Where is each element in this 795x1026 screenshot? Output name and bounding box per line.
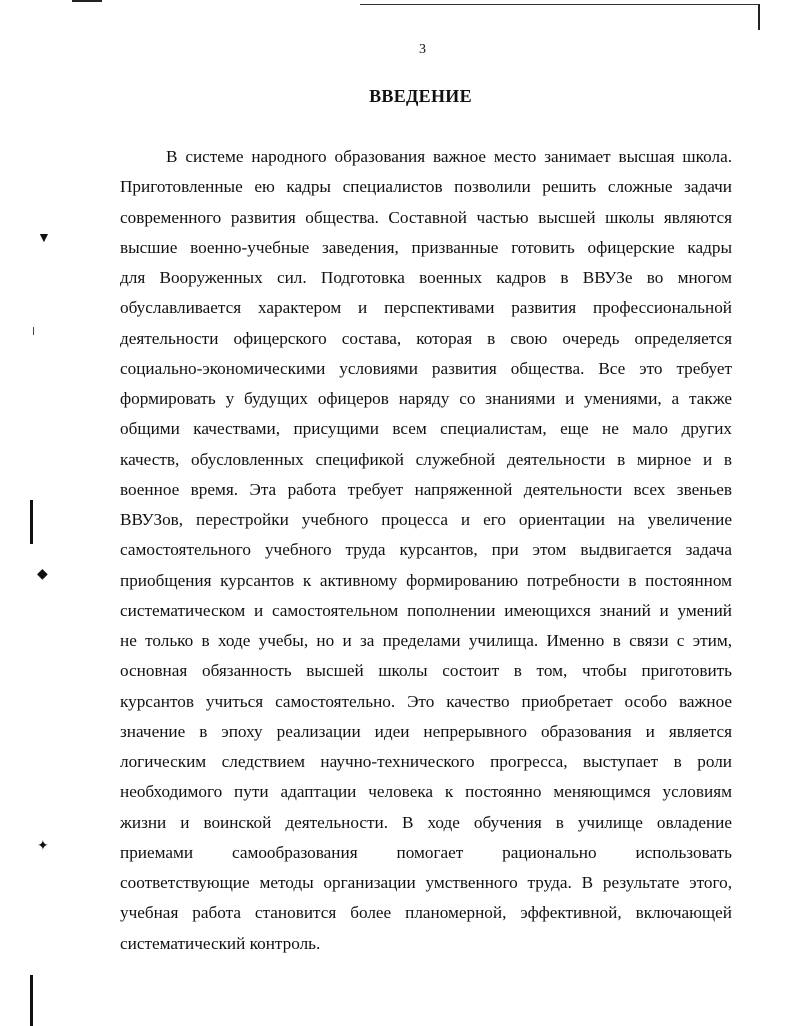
- paragraph-line: Приготовленные ею кадры специалистов позволили решить сложные задачи: [120, 177, 732, 197]
- paragraph-line: жизни и воинской деятельности. В ходе обучения в училище овладение: [120, 812, 732, 832]
- paragraph-line: В системе народного образования важное место занимает высшая школа.: [166, 147, 732, 166]
- page-number: 3: [419, 42, 426, 57]
- paragraph-line: современного развития общества. Составной частью высшей школы являются: [120, 207, 732, 227]
- paragraph-line: для Вооруженных сил. Подготовка военных кадров в ВВУЗе во многом: [120, 268, 732, 287]
- paragraph-line: приобщения курсантов к активному формированию потребности в постоянном: [120, 570, 732, 590]
- paragraph-line: обуславливается характером и перспективами развития профессиональной: [120, 298, 732, 318]
- scan-artifact-top-left: [72, 0, 102, 2]
- paragraph-line: качеств, обусловленных спецификой служебной деятельности в мирное и в: [120, 449, 732, 469]
- paragraph-line: учебная работа становится более планомерной, эффективной, включающей: [120, 903, 732, 923]
- paragraph-line: военное время. Эта работа требует напряженной деятельности всех звеньев: [120, 479, 732, 499]
- paragraph-line: социально-экономическими условиями развития общества. Все это требует: [120, 358, 732, 378]
- paragraph-line: формировать у будущих офицеров наряду со знаниями и умениями, а также: [120, 389, 732, 408]
- scan-artifact-left-tick: [33, 327, 34, 335]
- paragraph-line: не только в ходе учебы, но и за пределами училища. Именно в связи с этим,: [120, 631, 732, 650]
- section-heading: ВВЕДЕНИЕ: [369, 86, 472, 106]
- introduction-paragraph: [120, 142, 732, 959]
- paragraph-line: курсантов учиться самостоятельно. Это качество приобретает особо важное: [120, 691, 732, 711]
- paragraph-line: значение в эпоху реализации идеи непрерывного образования и является: [120, 721, 732, 741]
- paragraph-line: высшие военно-учебные заведения, призванные готовить офицерские кадры: [120, 237, 732, 257]
- paragraph-line: соответствующие методы организации умственного труда. В результате этого,: [120, 873, 732, 892]
- paragraph-line: общими качествами, присущими всем специалистам, еще не мало других: [120, 419, 732, 439]
- paragraph-line: систематический контроль.: [120, 933, 321, 953]
- paragraph-line: необходимого пути адаптации человека к постоянно меняющимся условиям: [120, 782, 732, 802]
- paragraph-line: самостоятельного учебного труда курсантов, при этом выдвигается задача: [120, 540, 732, 560]
- binding-hole-icon: ▼: [37, 231, 51, 246]
- paragraph-line: систематическом и самостоятельном пополнении имеющихся знаний и умений: [120, 600, 732, 620]
- scan-artifact-left-bar: [30, 500, 33, 544]
- binding-hole-icon: ◆: [37, 567, 48, 582]
- paragraph-line: основная обязанность высшей школы состоит в том, чтобы приготовить: [120, 661, 732, 681]
- paragraph-line: деятельности офицерского состава, которая в свою очередь определяется: [120, 328, 732, 348]
- scan-artifact-top-line: [360, 4, 760, 5]
- paragraph-line: приемами самообразования помогает рационально использовать: [120, 842, 732, 862]
- paragraph-line: ВВУЗов, перестройки учебного процесса и его ориентации на увеличение: [120, 510, 732, 529]
- binding-hole-icon: ✦: [37, 839, 49, 854]
- paragraph-line: логическим следствием научно-технического прогресса, выступает в роли: [120, 752, 732, 771]
- scan-artifact-left-bar: [30, 975, 33, 1026]
- scan-artifact-top-right: [758, 4, 760, 30]
